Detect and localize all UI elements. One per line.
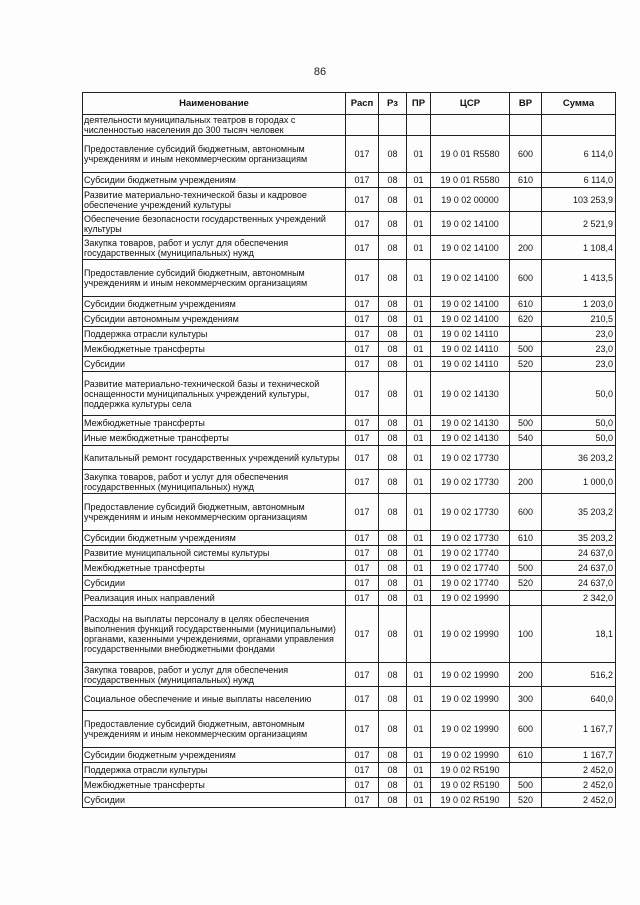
cell-csr: 19 0 02 14100 xyxy=(431,236,510,260)
cell-csr: 19 0 02 14130 xyxy=(431,416,510,431)
cell-sum: 23,0 xyxy=(542,342,616,357)
cell-rz xyxy=(379,115,407,136)
cell-name: Межбюджетные трансферты xyxy=(83,778,346,793)
header-vr: ВР xyxy=(510,93,542,115)
cell-pr: 01 xyxy=(407,531,431,546)
table-row xyxy=(83,711,616,748)
cell-sum: 24 637,0 xyxy=(542,561,616,576)
cell-pr: 01 xyxy=(407,431,431,446)
cell-rasp: 017 xyxy=(346,531,379,546)
cell-rz: 08 xyxy=(379,342,407,357)
cell-rasp: 017 xyxy=(346,561,379,576)
header-row xyxy=(83,93,616,115)
cell-vr xyxy=(510,546,542,561)
table-row xyxy=(83,136,616,173)
cell-rasp: 017 xyxy=(346,546,379,561)
cell-pr: 01 xyxy=(407,342,431,357)
cell-sum: 6 114,0 xyxy=(542,173,616,188)
cell-pr: 01 xyxy=(407,212,431,236)
cell-name: деятельности муниципальных театров в городах с численностью населения до 300 тысяч человек xyxy=(83,115,346,136)
cell-name: Иные межбюджетные трансферты xyxy=(83,431,346,446)
header-sum: Сумма xyxy=(542,93,616,115)
cell-vr: 620 xyxy=(510,312,542,327)
cell-rz: 08 xyxy=(379,778,407,793)
cell-pr: 01 xyxy=(407,297,431,312)
cell-rasp: 017 xyxy=(346,711,379,748)
cell-rz: 08 xyxy=(379,372,407,416)
cell-name: Развитие материально-технической базы и кадровое обеспечение учреждений культуры xyxy=(83,188,346,212)
cell-csr: 19 0 02 17740 xyxy=(431,561,510,576)
cell-rz: 08 xyxy=(379,561,407,576)
cell-rz: 08 xyxy=(379,212,407,236)
header-csr: ЦСР xyxy=(431,93,510,115)
cell-vr: 300 xyxy=(510,687,542,711)
cell-vr xyxy=(510,446,542,470)
cell-sum: 2 521,9 xyxy=(542,212,616,236)
cell-rz: 08 xyxy=(379,663,407,687)
cell-csr xyxy=(431,115,510,136)
cell-rz: 08 xyxy=(379,606,407,663)
table-row xyxy=(83,531,616,546)
cell-rz: 08 xyxy=(379,687,407,711)
cell-csr: 19 0 02 19990 xyxy=(431,606,510,663)
cell-rasp: 017 xyxy=(346,687,379,711)
table-header xyxy=(83,93,616,115)
table-row xyxy=(83,470,616,494)
cell-name: Закупка товаров, работ и услуг для обеспечения государственных (муниципальных) нужд xyxy=(83,470,346,494)
cell-name: Межбюджетные трансферты xyxy=(83,342,346,357)
cell-vr: 200 xyxy=(510,663,542,687)
cell-csr: 19 0 02 14100 xyxy=(431,312,510,327)
cell-vr: 500 xyxy=(510,416,542,431)
cell-rasp: 017 xyxy=(346,416,379,431)
cell-vr xyxy=(510,372,542,416)
cell-csr: 19 0 02 19990 xyxy=(431,687,510,711)
cell-sum: 640,0 xyxy=(542,687,616,711)
cell-rasp: 017 xyxy=(346,260,379,297)
cell-pr: 01 xyxy=(407,711,431,748)
cell-name: Расходы на выплаты персоналу в целях обеспечения выполнения функций государственными (муниципальными) органами, казенными учреждениями, органами управления государственными внебюджетными фондами xyxy=(83,606,346,663)
cell-vr: 520 xyxy=(510,357,542,372)
cell-csr: 19 0 02 14110 xyxy=(431,342,510,357)
cell-rz: 08 xyxy=(379,188,407,212)
cell-vr: 520 xyxy=(510,793,542,808)
cell-pr: 01 xyxy=(407,576,431,591)
header-name: Наименование xyxy=(83,93,346,115)
cell-sum: 50,0 xyxy=(542,372,616,416)
cell-sum: 210,5 xyxy=(542,312,616,327)
cell-rz: 08 xyxy=(379,591,407,606)
budget-table xyxy=(82,92,616,808)
cell-rasp: 017 xyxy=(346,793,379,808)
cell-csr: 19 0 02 17740 xyxy=(431,576,510,591)
cell-csr: 19 0 02 14110 xyxy=(431,327,510,342)
cell-vr: 100 xyxy=(510,606,542,663)
cell-vr: 600 xyxy=(510,260,542,297)
cell-sum: 1 413,5 xyxy=(542,260,616,297)
table-row xyxy=(83,793,616,808)
cell-sum: 23,0 xyxy=(542,357,616,372)
cell-vr xyxy=(510,115,542,136)
cell-rz: 08 xyxy=(379,173,407,188)
cell-vr: 610 xyxy=(510,531,542,546)
cell-rz: 08 xyxy=(379,416,407,431)
cell-rz: 08 xyxy=(379,136,407,173)
cell-sum: 50,0 xyxy=(542,431,616,446)
cell-pr: 01 xyxy=(407,470,431,494)
cell-pr: 01 xyxy=(407,663,431,687)
cell-rasp: 017 xyxy=(346,494,379,531)
cell-pr: 01 xyxy=(407,312,431,327)
cell-name: Развитие муниципальной системы культуры xyxy=(83,546,346,561)
cell-pr: 01 xyxy=(407,372,431,416)
cell-csr: 19 0 02 17730 xyxy=(431,531,510,546)
cell-sum: 23,0 xyxy=(542,327,616,342)
cell-rz: 08 xyxy=(379,793,407,808)
cell-vr: 600 xyxy=(510,711,542,748)
table-row xyxy=(83,663,616,687)
table-row xyxy=(83,591,616,606)
cell-sum: 6 114,0 xyxy=(542,136,616,173)
cell-sum: 35 203,2 xyxy=(542,494,616,531)
header-rz: Рз xyxy=(379,93,407,115)
cell-rasp: 017 xyxy=(346,470,379,494)
cell-pr: 01 xyxy=(407,606,431,663)
cell-csr: 19 0 02 14130 xyxy=(431,372,510,416)
cell-pr: 01 xyxy=(407,416,431,431)
table-row xyxy=(83,115,616,136)
table-row xyxy=(83,561,616,576)
cell-rz: 08 xyxy=(379,327,407,342)
cell-csr: 19 0 02 R5190 xyxy=(431,793,510,808)
cell-rasp: 017 xyxy=(346,212,379,236)
cell-vr: 500 xyxy=(510,342,542,357)
cell-name: Поддержка отрасли культуры xyxy=(83,327,346,342)
cell-pr: 01 xyxy=(407,136,431,173)
cell-vr: 520 xyxy=(510,576,542,591)
cell-csr: 19 0 02 14100 xyxy=(431,297,510,312)
cell-csr: 19 0 01 R5580 xyxy=(431,173,510,188)
table-row xyxy=(83,446,616,470)
cell-rasp: 017 xyxy=(346,312,379,327)
cell-rz: 08 xyxy=(379,312,407,327)
cell-csr: 19 0 02 14130 xyxy=(431,431,510,446)
cell-csr: 19 0 02 14100 xyxy=(431,260,510,297)
cell-sum: 2 342,0 xyxy=(542,591,616,606)
cell-sum: 1 000,0 xyxy=(542,470,616,494)
cell-name: Реализация иных направлений xyxy=(83,591,346,606)
cell-vr xyxy=(510,591,542,606)
cell-rasp: 017 xyxy=(346,136,379,173)
cell-csr: 19 0 02 17740 xyxy=(431,546,510,561)
cell-name: Субсидии xyxy=(83,576,346,591)
table-row xyxy=(83,173,616,188)
cell-rasp: 017 xyxy=(346,576,379,591)
cell-rz: 08 xyxy=(379,763,407,778)
cell-vr: 600 xyxy=(510,494,542,531)
cell-name: Субсидии бюджетным учреждениям xyxy=(83,531,346,546)
cell-vr: 200 xyxy=(510,470,542,494)
cell-rasp: 017 xyxy=(346,188,379,212)
cell-rz: 08 xyxy=(379,357,407,372)
cell-pr: 01 xyxy=(407,188,431,212)
cell-name: Межбюджетные трансферты xyxy=(83,561,346,576)
cell-rz: 08 xyxy=(379,546,407,561)
table-row xyxy=(83,236,616,260)
cell-rz: 08 xyxy=(379,260,407,297)
cell-name: Закупка товаров, работ и услуг для обеспечения государственных (муниципальных) нужд xyxy=(83,663,346,687)
table-row xyxy=(83,494,616,531)
cell-vr xyxy=(510,212,542,236)
page-number: 86 xyxy=(313,66,327,78)
cell-pr: 01 xyxy=(407,793,431,808)
cell-sum: 50,0 xyxy=(542,416,616,431)
table-row xyxy=(83,188,616,212)
table-row xyxy=(83,342,616,357)
table-row xyxy=(83,748,616,763)
cell-rasp: 017 xyxy=(346,748,379,763)
cell-sum: 24 637,0 xyxy=(542,576,616,591)
cell-sum: 1 203,0 xyxy=(542,297,616,312)
cell-csr: 19 0 02 14110 xyxy=(431,357,510,372)
cell-csr: 19 0 02 19990 xyxy=(431,748,510,763)
cell-rz: 08 xyxy=(379,748,407,763)
table-row xyxy=(83,546,616,561)
cell-rasp: 017 xyxy=(346,763,379,778)
cell-vr: 600 xyxy=(510,136,542,173)
table-row xyxy=(83,431,616,446)
cell-sum: 1 108,4 xyxy=(542,236,616,260)
cell-pr: 01 xyxy=(407,173,431,188)
cell-rasp: 017 xyxy=(346,327,379,342)
table-row xyxy=(83,416,616,431)
cell-rz: 08 xyxy=(379,711,407,748)
cell-rz: 08 xyxy=(379,531,407,546)
header-rasp: Расп xyxy=(346,93,379,115)
table-row xyxy=(83,763,616,778)
table-row xyxy=(83,297,616,312)
cell-name: Капитальный ремонт государственных учреждений культуры xyxy=(83,446,346,470)
cell-csr: 19 0 02 17730 xyxy=(431,470,510,494)
cell-name: Предоставление субсидий бюджетным, автономным учреждениям и иным некоммерческим организациям xyxy=(83,711,346,748)
cell-csr: 19 0 02 00000 xyxy=(431,188,510,212)
cell-rz: 08 xyxy=(379,431,407,446)
cell-rasp: 017 xyxy=(346,342,379,357)
cell-name: Предоставление субсидий бюджетным, автономным учреждениям и иным некоммерческим организациям xyxy=(83,136,346,173)
cell-vr: 500 xyxy=(510,561,542,576)
cell-csr: 19 0 02 19990 xyxy=(431,591,510,606)
cell-vr: 610 xyxy=(510,297,542,312)
cell-pr: 01 xyxy=(407,236,431,260)
cell-rasp: 017 xyxy=(346,372,379,416)
cell-sum: 103 253,9 xyxy=(542,188,616,212)
cell-vr xyxy=(510,188,542,212)
cell-pr: 01 xyxy=(407,494,431,531)
table-row xyxy=(83,372,616,416)
cell-sum: 1 167,7 xyxy=(542,711,616,748)
cell-rasp: 017 xyxy=(346,173,379,188)
cell-name: Субсидии xyxy=(83,357,346,372)
table-row xyxy=(83,778,616,793)
cell-rz: 08 xyxy=(379,297,407,312)
cell-csr: 19 0 02 17730 xyxy=(431,446,510,470)
cell-rasp: 017 xyxy=(346,431,379,446)
table-body xyxy=(83,115,616,808)
cell-rasp xyxy=(346,115,379,136)
cell-pr: 01 xyxy=(407,327,431,342)
cell-vr xyxy=(510,327,542,342)
cell-pr: 01 xyxy=(407,561,431,576)
cell-name: Субсидии бюджетным учреждениям xyxy=(83,297,346,312)
table-row xyxy=(83,327,616,342)
cell-sum: 2 452,0 xyxy=(542,778,616,793)
table-row xyxy=(83,576,616,591)
table-row xyxy=(83,687,616,711)
cell-name: Социальное обеспечение и иные выплаты населению xyxy=(83,687,346,711)
cell-csr: 19 0 01 R5580 xyxy=(431,136,510,173)
table-row xyxy=(83,357,616,372)
cell-name: Закупка товаров, работ и услуг для обеспечения государственных (муниципальных) нужд xyxy=(83,236,346,260)
cell-rz: 08 xyxy=(379,470,407,494)
cell-name: Предоставление субсидий бюджетным, автономным учреждениям и иным некоммерческим организациям xyxy=(83,494,346,531)
cell-csr: 19 0 02 19990 xyxy=(431,663,510,687)
table-row xyxy=(83,260,616,297)
cell-rasp: 017 xyxy=(346,606,379,663)
cell-name: Субсидии xyxy=(83,793,346,808)
cell-pr xyxy=(407,115,431,136)
cell-sum: 18,1 xyxy=(542,606,616,663)
cell-sum: 35 203,2 xyxy=(542,531,616,546)
cell-rasp: 017 xyxy=(346,591,379,606)
cell-name: Предоставление субсидий бюджетным, автономным учреждениям и иным некоммерческим организациям xyxy=(83,260,346,297)
cell-csr: 19 0 02 R5190 xyxy=(431,778,510,793)
cell-rz: 08 xyxy=(379,576,407,591)
cell-name: Субсидии бюджетным учреждениям xyxy=(83,173,346,188)
cell-rasp: 017 xyxy=(346,778,379,793)
cell-csr: 19 0 02 19990 xyxy=(431,711,510,748)
cell-name: Поддержка отрасли культуры xyxy=(83,763,346,778)
cell-rz: 08 xyxy=(379,446,407,470)
cell-rasp: 017 xyxy=(346,446,379,470)
cell-pr: 01 xyxy=(407,446,431,470)
cell-sum xyxy=(542,115,616,136)
cell-csr: 19 0 02 14100 xyxy=(431,212,510,236)
cell-rz: 08 xyxy=(379,236,407,260)
cell-rasp: 017 xyxy=(346,357,379,372)
cell-name: Межбюджетные трансферты xyxy=(83,416,346,431)
table-row xyxy=(83,606,616,663)
cell-rasp: 017 xyxy=(346,236,379,260)
cell-name: Обеспечение безопасности государственных учреждений культуры xyxy=(83,212,346,236)
cell-sum: 2 452,0 xyxy=(542,793,616,808)
cell-vr: 200 xyxy=(510,236,542,260)
cell-pr: 01 xyxy=(407,260,431,297)
cell-sum: 24 637,0 xyxy=(542,546,616,561)
cell-csr: 19 0 02 R5190 xyxy=(431,763,510,778)
cell-name: Субсидии бюджетным учреждениям xyxy=(83,748,346,763)
cell-name: Субсидии автономным учреждениям xyxy=(83,312,346,327)
cell-pr: 01 xyxy=(407,687,431,711)
cell-pr: 01 xyxy=(407,748,431,763)
cell-rasp: 017 xyxy=(346,297,379,312)
cell-sum: 2 452,0 xyxy=(542,763,616,778)
cell-pr: 01 xyxy=(407,546,431,561)
header-pr: ПР xyxy=(407,93,431,115)
cell-rasp: 017 xyxy=(346,663,379,687)
table-row xyxy=(83,212,616,236)
cell-vr: 500 xyxy=(510,778,542,793)
cell-pr: 01 xyxy=(407,591,431,606)
cell-name: Развитие материально-технической базы и технической оснащенности муниципальных учреждений культуры, поддержка культуры села xyxy=(83,372,346,416)
cell-vr: 610 xyxy=(510,173,542,188)
table-row xyxy=(83,312,616,327)
cell-rz: 08 xyxy=(379,494,407,531)
cell-pr: 01 xyxy=(407,778,431,793)
cell-sum: 36 203,2 xyxy=(542,446,616,470)
cell-pr: 01 xyxy=(407,763,431,778)
cell-vr: 540 xyxy=(510,431,542,446)
cell-csr: 19 0 02 17730 xyxy=(431,494,510,531)
cell-sum: 1 167,7 xyxy=(542,748,616,763)
cell-sum: 516,2 xyxy=(542,663,616,687)
cell-vr: 610 xyxy=(510,748,542,763)
cell-pr: 01 xyxy=(407,357,431,372)
cell-vr xyxy=(510,763,542,778)
